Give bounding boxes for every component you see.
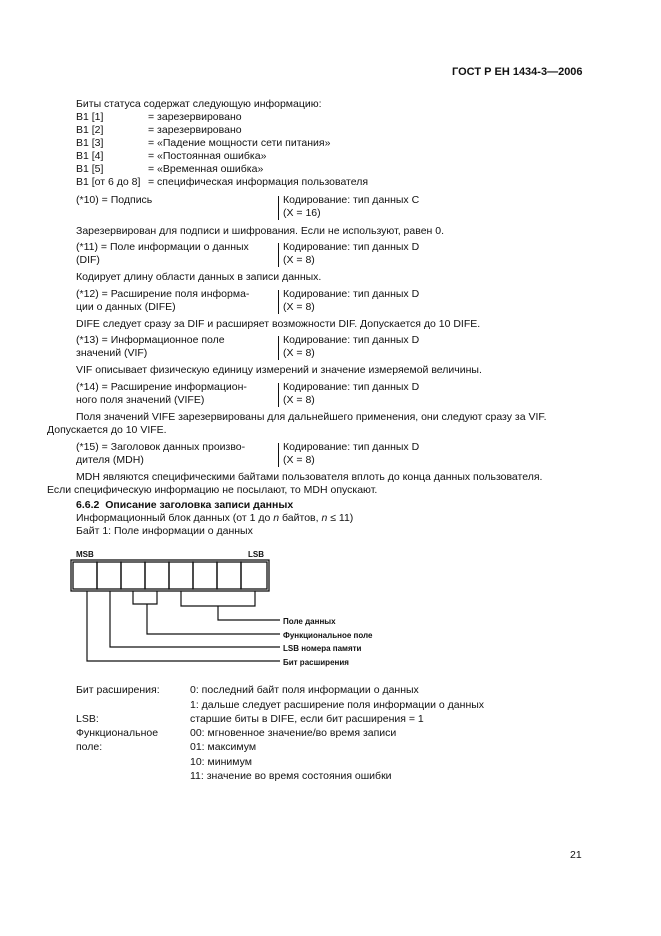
field-coding-size: (X = 8) bbox=[283, 394, 315, 406]
legend-def: старшие биты в DIFE, если бит расширения = 1 bbox=[190, 713, 424, 725]
bit-cell bbox=[97, 562, 121, 589]
status-bit-label: B1 [2] bbox=[76, 124, 104, 136]
extension-bit-leader bbox=[87, 591, 280, 661]
field-coding-size: (X = 8) bbox=[283, 347, 315, 359]
msb-label: MSB bbox=[76, 550, 94, 559]
data-field-leader bbox=[218, 606, 280, 620]
diagram-label-data-field: Поле данных bbox=[283, 617, 336, 626]
section-number: 6.6.2 bbox=[76, 499, 100, 511]
var-n: n bbox=[273, 512, 280, 524]
byte-outline bbox=[71, 560, 269, 591]
status-bits-intro: Биты статуса содержат следующую информацию: bbox=[76, 98, 322, 110]
legend-def: 0: последний байт поля информации о данных bbox=[190, 684, 419, 696]
document-code: ГОСТ Р ЕН 1434-3—2006 bbox=[452, 66, 583, 78]
field-description: DIFE следует сразу за DIF и расширяет возможности DIF. Допускается до 10 DIFE. bbox=[76, 318, 481, 330]
status-bit-value: = «Временная ошибка» bbox=[148, 163, 264, 175]
field-coding-size: (X = 8) bbox=[283, 254, 315, 266]
field-coding-size: (X = 8) bbox=[283, 454, 315, 466]
bit-cell bbox=[241, 562, 267, 589]
field-description-cont: Допускается до 10 VIFE. bbox=[47, 424, 167, 436]
field-description-cont: Если специфическую информацию не посылают, то MDH опускают. bbox=[47, 484, 378, 496]
field-name: (*10) = Подпись bbox=[76, 194, 153, 206]
legend-def: 10: минимум bbox=[190, 756, 252, 768]
field-name-cont: ции о данных (DIFE) bbox=[76, 301, 176, 313]
status-bit-value: = специфическая информация пользователя bbox=[148, 176, 369, 188]
connector-lines bbox=[87, 591, 280, 661]
status-bit-value: = «Постоянная ошибка» bbox=[148, 150, 267, 162]
bit-cell bbox=[121, 562, 145, 589]
legend-def: 01: максимум bbox=[190, 741, 257, 753]
status-bit-label: B1 [5] bbox=[76, 163, 104, 175]
legend-term: Бит расширения: bbox=[76, 684, 160, 696]
lsb-label: LSB bbox=[248, 550, 264, 559]
field-name: (*13) = Информационное поле bbox=[76, 334, 225, 346]
field-coding: Кодирование: тип данных C bbox=[283, 194, 420, 206]
field-name: (*14) = Расширение информацион- bbox=[76, 381, 247, 393]
field-description: Поля значений VIFE зарезервированы для дальнейшего применения, они следуют сразу за VIF. bbox=[76, 411, 547, 423]
field-description: Кодирует длину области данных в записи данных. bbox=[76, 271, 322, 283]
field-name-cont: дителя (MDH) bbox=[76, 454, 144, 466]
function-field-leader bbox=[147, 604, 280, 634]
field-name: (*12) = Расширение поля информа- bbox=[76, 288, 250, 300]
status-bit-value: = зарезервировано bbox=[148, 111, 242, 123]
status-bit-label: B1 [3] bbox=[76, 137, 104, 149]
field-description: MDH являются специфическими байтами пользователя вплоть до конца данных пользователя. bbox=[76, 471, 543, 483]
status-bit-label: B1 [4] bbox=[76, 150, 104, 162]
field-name-cont: ного поля значений (VIFE) bbox=[76, 394, 205, 406]
legend-term-cont: поле: bbox=[76, 741, 103, 753]
legend-term: Функциональное bbox=[76, 727, 159, 739]
bit-cell bbox=[73, 562, 97, 589]
function-field-bracket bbox=[133, 591, 157, 604]
legend-def: 1: дальше следует расширение поля информации о данных bbox=[190, 699, 485, 711]
line-text: Информационный блок данных (от 1 до bbox=[76, 512, 274, 524]
field-coding: Кодирование: тип данных D bbox=[283, 334, 420, 346]
status-bit-label: B1 [от 6 до 8] bbox=[76, 176, 141, 188]
legend-term: LSB: bbox=[76, 713, 99, 725]
field-coding: Кодирование: тип данных D bbox=[283, 241, 420, 253]
page-number: 21 bbox=[570, 849, 582, 861]
field-name-cont: (DIF) bbox=[76, 254, 100, 266]
status-bit-value: = зарезервировано bbox=[148, 124, 242, 136]
bit-cell bbox=[217, 562, 241, 589]
diagram-label-lsb-storage: LSB номера памяти bbox=[283, 644, 362, 653]
field-coding: Кодирование: тип данных D bbox=[283, 441, 420, 453]
field-description: Зарезервирован для подписи и шифрования. Если не используют, равен 0. bbox=[76, 225, 445, 237]
var-n: n bbox=[321, 512, 328, 524]
bit-cell bbox=[145, 562, 169, 589]
field-name-cont: значений (VIF) bbox=[76, 347, 148, 359]
status-bit-label: B1 [1] bbox=[76, 111, 104, 123]
field-coding: Кодирование: тип данных D bbox=[283, 381, 420, 393]
bit-cell bbox=[169, 562, 193, 589]
bit-cell bbox=[193, 562, 217, 589]
data-field-bracket bbox=[181, 591, 255, 606]
field-coding-size: (X = 16) bbox=[283, 207, 321, 219]
field-description: VIF описывает физическую единицу измерений и значение измеряемой величины. bbox=[76, 364, 482, 376]
field-name: (*15) = Заголовок данных произво- bbox=[76, 441, 246, 453]
status-bit-value: = «Падение мощности сети питания» bbox=[148, 137, 331, 149]
line-text: ≤ 11) bbox=[327, 512, 354, 524]
legend-def: 11: значение во время состояния ошибки bbox=[190, 770, 392, 782]
section-line-byte: Байт 1: Поле информации о данных bbox=[76, 525, 253, 537]
field-coding: Кодирование: тип данных D bbox=[283, 288, 420, 300]
section-title: Описание заголовка записи данных bbox=[105, 499, 294, 511]
diagram-label-function-field: Функциональное поле bbox=[283, 631, 373, 640]
field-name: (*11) = Поле информации о данных bbox=[76, 241, 249, 253]
field-coding-size: (X = 8) bbox=[283, 301, 315, 313]
legend-def: 00: мгновенное значение/во время записи bbox=[190, 727, 397, 739]
line-text: байтов, bbox=[279, 512, 322, 524]
diagram-label-extension-bit: Бит расширения bbox=[283, 658, 349, 667]
byte-cells bbox=[71, 560, 269, 591]
